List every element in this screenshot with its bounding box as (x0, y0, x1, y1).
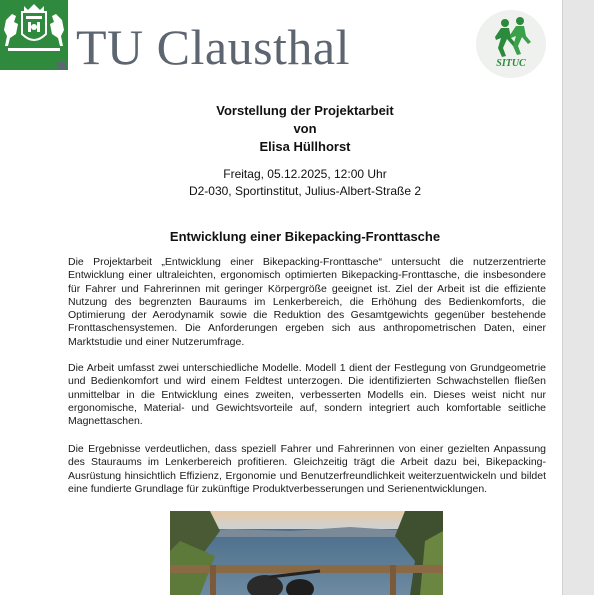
presenter-name: Elisa Hüllhorst (259, 139, 351, 154)
title-line-1: Vorstellung der Projektarbeit (216, 103, 394, 118)
situc-logo-text: SITUC (496, 58, 526, 69)
abstract-paragraph-3: Die Ergebnisse verdeutlichen, dass speziell Fahrer und Fahrerinnen von einer gezielten Anpassung des Stauraums im Lenkerbereich profitieren. Gleichzeitig trägt die Arbeit dazu bei, Bikepacking-Ausrüstung hinsichtlich Effizienz, Ergonomie und Benutzerfreundlichkeit weiterzuentwickeln und bildet eine fundierte Grundlage für zukünftige Produktverbesserungen und Serienentwicklungen. (68, 443, 546, 495)
vertical-scrollbar[interactable] (562, 0, 594, 595)
title-block (60, 102, 550, 156)
event-info (60, 166, 550, 200)
abstract-paragraph-2: Die Arbeit umfasst zwei unterschiedliche Modelle. Modell 1 dient der Festlegung von Grundgeometrie und Bedienkomfort und wird einem Feldtest unterzogen. Die identifizierten Schwachstellen fließen unmittelbar in die Entwicklung eines zweiten, verbesserten Modells ein. Dieses weist nicht nur ergonomische, Material- und Gewichtsvorteile auf, sondern integriert auch komfortable seitliche Magnettaschen. (68, 362, 546, 428)
tu-clausthal-crest-logo (0, 0, 68, 70)
event-datetime: Freitag, 05.12.2025, 12:00 Uhr (223, 167, 387, 181)
topic-title: Entwicklung einer Bikepacking-Fronttasche (169, 229, 441, 244)
situc-club-logo (476, 10, 546, 78)
bikepacking-photo (170, 511, 443, 595)
university-wordmark: TU Clausthal (76, 19, 351, 75)
title-line-2: von (293, 121, 317, 136)
logo-square-accent (57, 62, 66, 70)
event-location: D2-030, Sportinstitut, Julius-Albert-Straße 2 (188, 184, 422, 198)
abstract-paragraph-1: Die Projektarbeit „Entwicklung einer Bikepacking-Fronttasche“ untersucht die nutzerzentrierte Entwicklung einer ultraleichten, ergonomisch optimierten Bikepacking-Fronttasche, die insbesondere für Fahrer und Fahrerinnen mit geringer Körpergröße geeignet ist. Ziel der Arbeit ist die effiziente Nutzung des begrenzten Bauraums im Lenkerbereich, die Erhöhung des Bedienkomforts, die Optimierung der Aerodynamik sowie die Reduktion des Gesamtgewichts gegenüber bestehende Fronttaschensystemen. Die Anforderungen ergeben sich aus anthropometrischen Daten, einer Marktstudie und einer Nutzerumfrage. (68, 256, 546, 348)
